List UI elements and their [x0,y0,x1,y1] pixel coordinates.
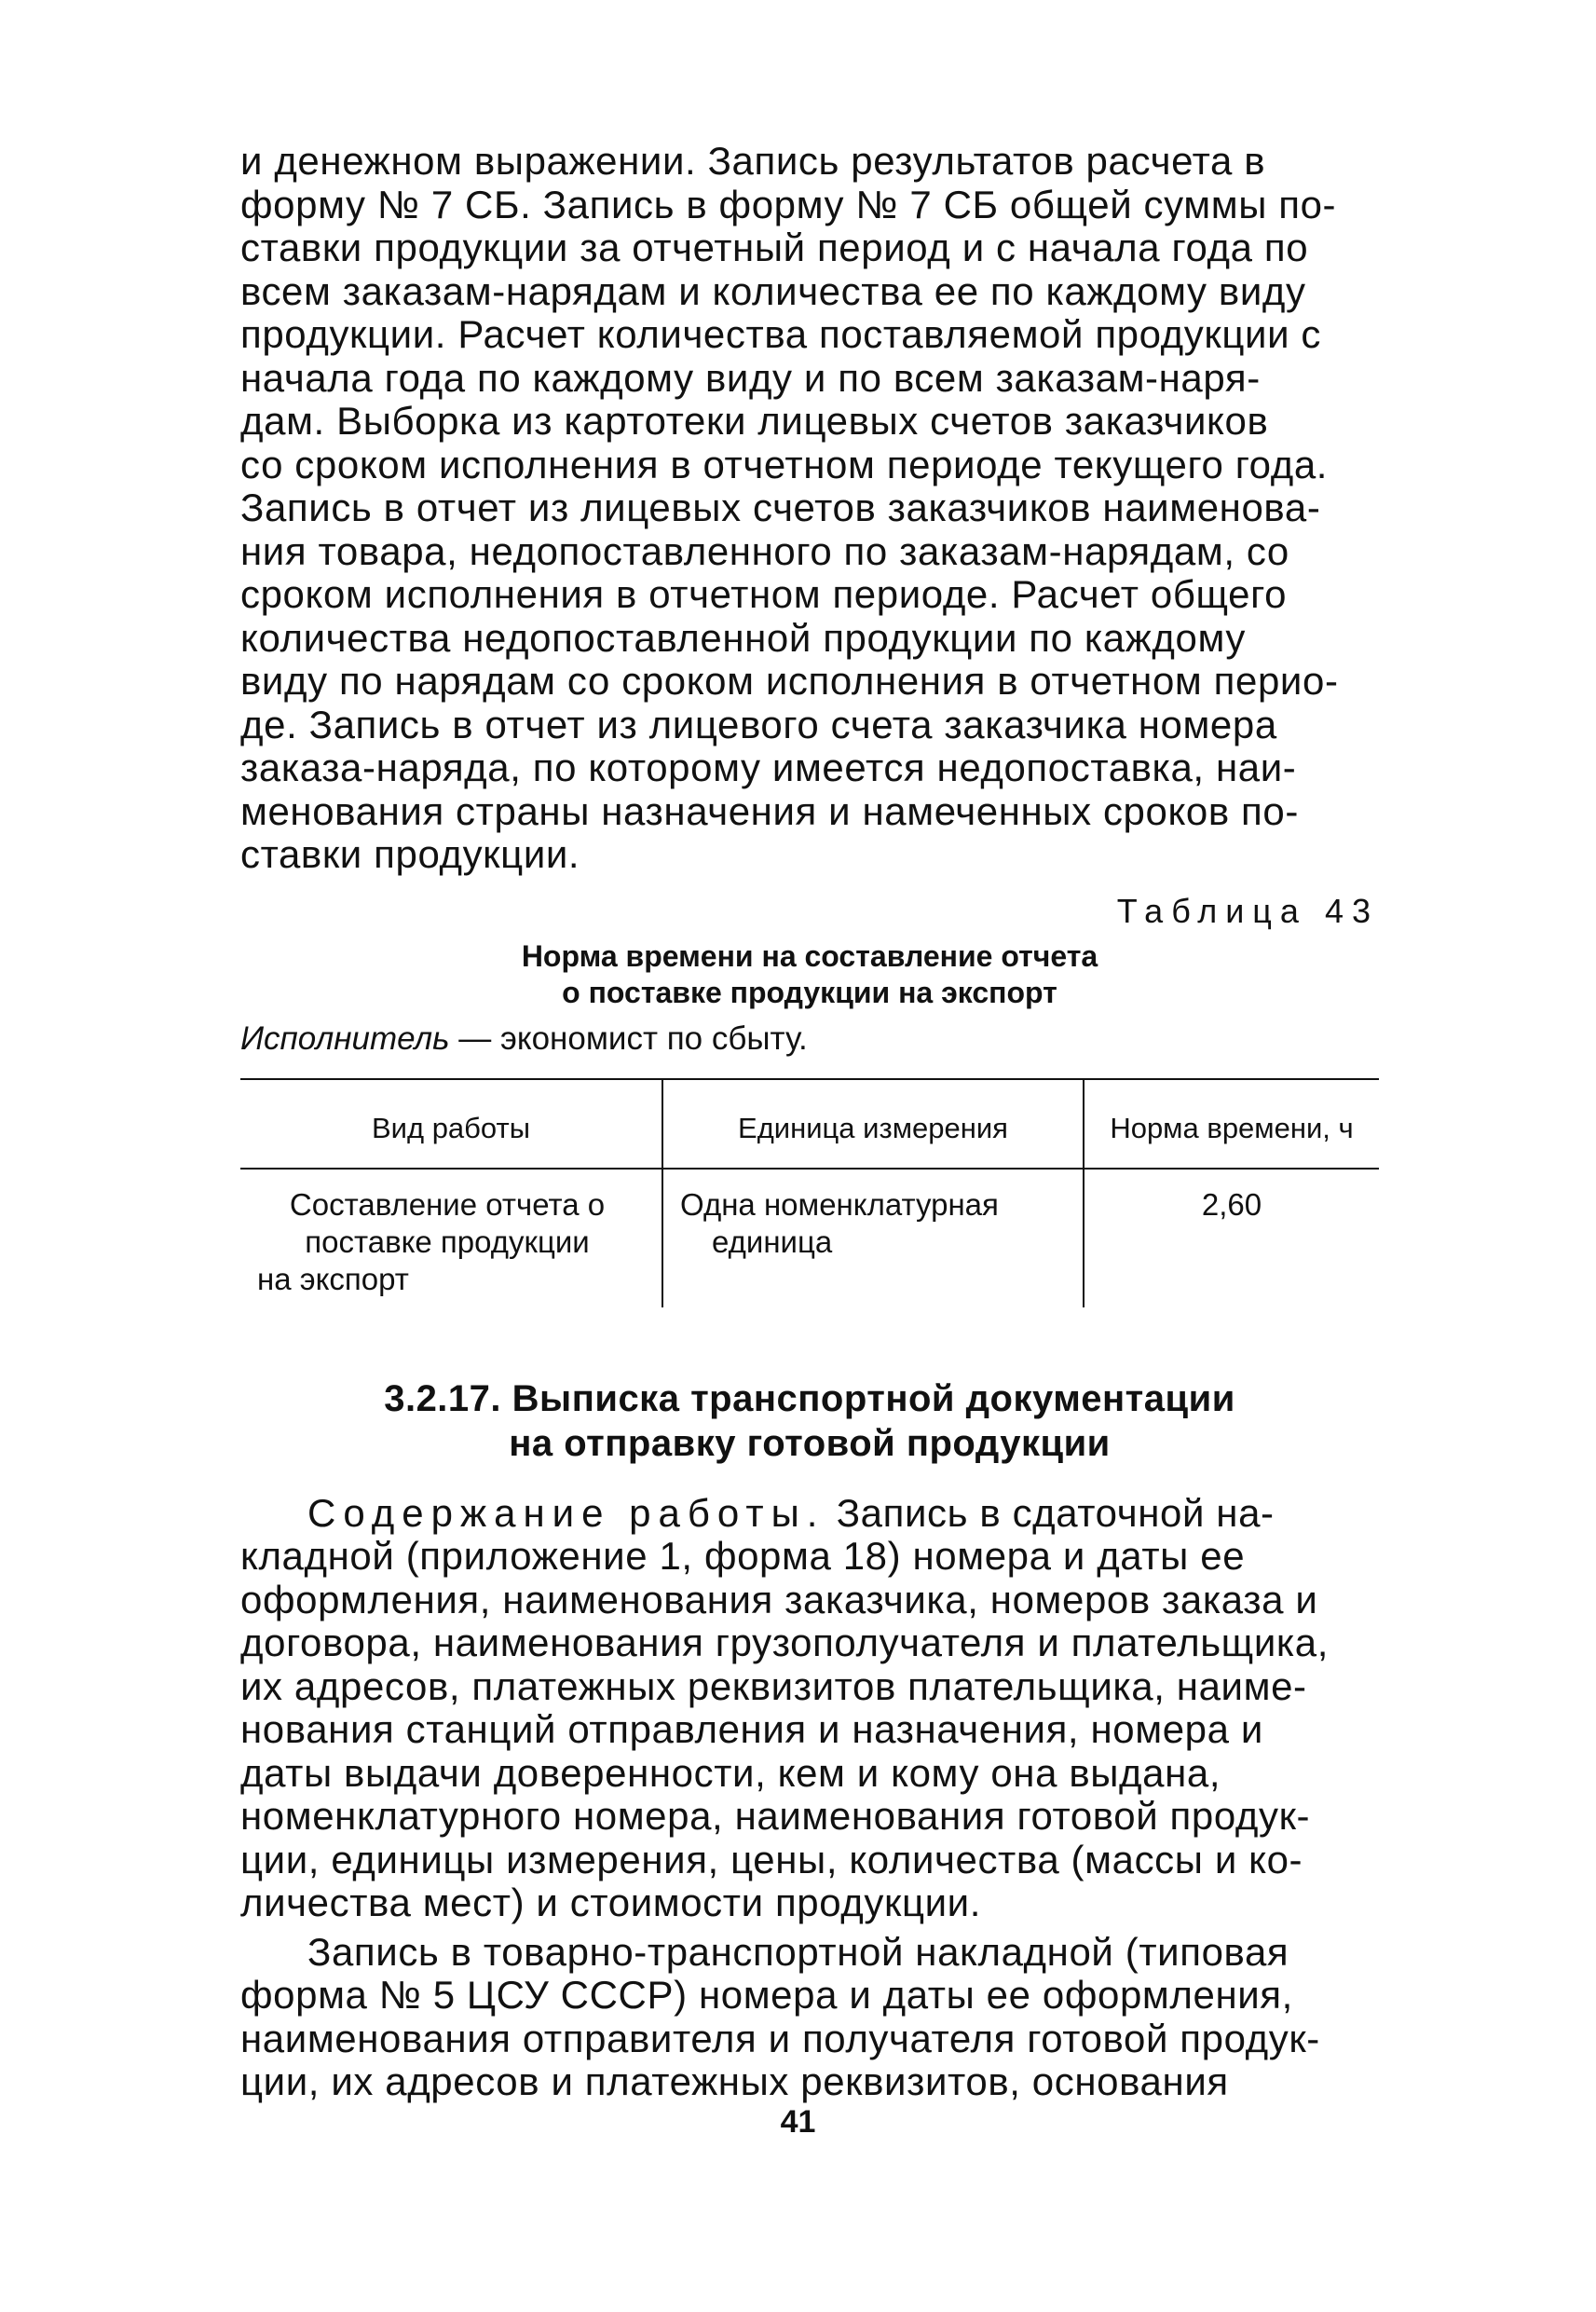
section-heading [240,1376,1379,1466]
text-line: со сроком исполнения в отчетном периоде текущего года. [240,442,1329,486]
text-fragment: Запись в сдаточной на- [825,1490,1275,1535]
text-line: Запись в отчет из лицевых счетов заказчиков наименова- [240,486,1321,529]
text-line: и денежном выражении. Запись результатов расчета в [240,139,1266,183]
norm-table [240,1078,1379,1307]
cell-line: поставке продукции [305,1224,590,1259]
text-line: форма № 5 ЦСУ СССР) номера и даты ее оформления, [240,1973,1293,2017]
table-title-line: Норма времени на составление отчета [521,938,1098,973]
section-paragraph-1 [240,1492,1379,1925]
table-title [240,938,1379,1011]
text-line: даты выдачи доверенности, кем и кому она выдана, [240,1750,1221,1795]
text-line: ния товара, недопоставленного по заказам-нарядам, со [240,528,1289,573]
text-line: сроком исполнения в отчетном периоде. Расчет общего [240,572,1288,616]
cell-unit [662,1169,1084,1307]
text-line: кладной (приложение 1, форма 18) номера и даты ее [240,1534,1246,1578]
cell-work-type [240,1169,662,1307]
executor-label: Исполнитель [240,1019,450,1057]
text-line: ции, единицы измерения, цены, количества (массы и ко- [240,1837,1303,1881]
text-line: договора, наименования грузополучателя и плательщика, [240,1621,1330,1664]
text-line: форму № 7 СБ. Запись в форму № 7 СБ общей суммы по- [240,182,1337,226]
header-work-type: Вид работы [240,1079,662,1169]
table-header-row [240,1079,1379,1169]
text-line: менования страны назначения и намеченных сроков по- [240,788,1299,833]
intro-paragraph [240,140,1379,877]
book-page [240,140,1379,2104]
text-line: ставки продукции за отчетный период и с начала года по [240,226,1309,269]
text-line: количества недопоставленной продукции по каждому [240,615,1247,660]
text-line: продукции. Расчет количества поставляемой продукции с [240,312,1321,356]
executor-value: — экономист по сбыту. [449,1019,808,1057]
section-heading-line: на отправку готовой продукции [509,1422,1111,1464]
text-line: ставки продукции. [240,832,580,876]
text-line: ции, их адресов и платежных реквизитов, основания [240,2059,1229,2103]
cell-line: Одна номенклатурная [680,1186,999,1222]
text-line: Запись в товарно-транспортной накладной (типовая [307,1929,1289,1974]
spaced-lead: Содержание работы. [307,1490,825,1535]
text-line: нования станций отправления и назначения, номера и [240,1707,1263,1751]
executor-note [240,1020,1379,1058]
text-line: де. Запись в отчет из лицевого счета заказчика номера [240,702,1277,746]
cell-line: единица [712,1224,833,1259]
page-number: 41 [780,2104,816,2140]
text-line: их адресов, платежных реквизитов плательщика, наиме- [240,1663,1307,1708]
cell-time-norm: 2,60 [1084,1169,1379,1307]
section-heading-line: 3.2.17. Выписка транспортной документации [384,1377,1235,1419]
text-line [240,1492,1379,1536]
text-line: виду по нарядам со сроком исполнения в отчетном перио- [240,659,1339,703]
text-line: начала года по каждому виду и по всем заказам-наря- [240,355,1261,400]
text-line: дам. Выборка из картотеки лицевых счетов заказчиков [240,399,1269,443]
text-line: оформления, наименования заказчика, номеров заказа и [240,1577,1318,1621]
table-row [240,1169,1379,1307]
table-number: Таблица 43 [1116,891,1379,930]
text-line: номенклатурного номера, наименования готовой продук- [240,1794,1311,1838]
text-line: наименования отправителя и получателя готовой продук- [240,2016,1320,2060]
header-unit: Единица измерения [662,1079,1084,1169]
text-line: заказа-наряда, по которому имеется недопоставка, наи- [240,746,1297,789]
text-line: всем заказам-нарядам и количества ее по каждому виду [240,268,1306,313]
table-title-line: о поставке продукции на экспорт [562,975,1057,1009]
text-line: личества мест) и стоимости продукции. [240,1881,982,1924]
cell-line: Составление отчета о [289,1186,606,1222]
section-paragraph-2 [240,1931,1379,2104]
header-time-norm: Норма времени, ч [1084,1079,1379,1169]
cell-line: на экспорт [257,1261,409,1296]
